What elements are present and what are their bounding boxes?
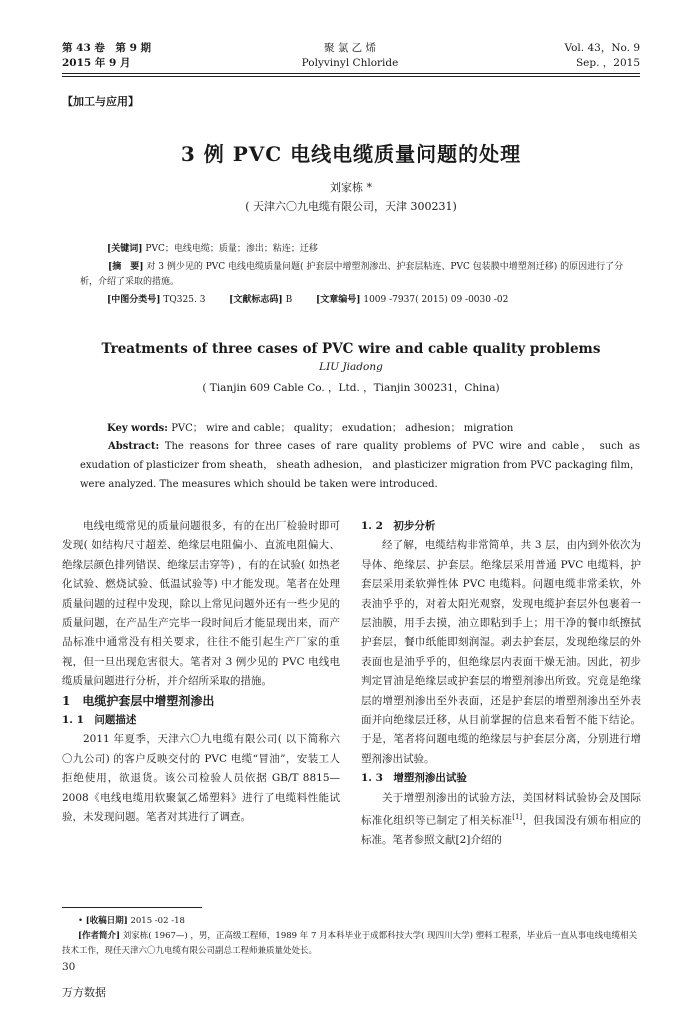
volume-issue-line: 第 43 卷 第 9 期 — [62, 42, 152, 54]
paragraph-1-3 — [361, 789, 641, 851]
title-en: Treatments of three cases of PVC wire and cable quality problems — [101, 341, 601, 357]
journal-volume-en — [564, 41, 640, 71]
clc-label: [中图分类号] — [107, 295, 161, 305]
classification-line — [107, 293, 508, 308]
volume-en-line: Vol. 43，No. 9 — [564, 42, 640, 54]
keywords-en-text: PVC； wire and cable； quality； exudation； adhesion； migration — [171, 423, 514, 434]
journal-volume-issue — [62, 41, 151, 71]
keywords-cn-label: [关键词] — [107, 244, 143, 254]
author-cn: 刘家栋 * — [330, 181, 372, 194]
bullet-icon: • — [78, 916, 86, 926]
intro-paragraph: 电线电缆常见的质量问题很多，有的在出厂检验时即可发现( 如结构尺寸超差、绝缘层电阻偏小、直流电阻偏大、绝缘层颜色排列错误、绝缘层击穿等) ，有的在试验( 如热老化试验、燃烧试验、低温试验等) 中才能发现。笔者在处理质量问题的过程中发现，除以上常见问题外还有一些少见的质量问题，在产品生产完毕一段时间后才能显现出来，而产品标准中通常没有相关要求，往往不能引起生产厂家的重视，但一旦出现危害很大。笔者对 3 例少见的 PVC 电线电缆质量问题进行分析，并介绍所采取的措施。 — [62, 520, 340, 688]
author-bio-text: 刘家栋( 1967—) ，男，正高级工程师，1989 年 7 月本科毕业于成都科技大学( 现四川大学) 塑料工程系，毕业后一直从事电线电缆相关技术工作，现任天津六〇九电缆有限公司副总工程师兼质量处处长。 — [62, 931, 638, 956]
abstract-en-text: The reasons for three cases of rare quality problems of PVC wire and cable， such as exudation of plasticizer from sheath， sheath adhesion， and plasticizer migration from PVC packaging film， were analyzed. The measures which should be taken were introduced. — [80, 441, 640, 490]
doc-code-value: B — [285, 295, 293, 305]
subsection-heading-1-2: 1. 2 初步分析 — [361, 520, 436, 532]
citation-ref-1[interactable]: [1] — [512, 813, 523, 822]
section-heading-1: 1 电缆护套层中增塑剂渗出 — [62, 693, 215, 708]
abstract-cn-text: 对 3 例少见的 PVC 电线电缆质量问题( 护套层中增塑剂渗出、护套层粘连、PVC 包装膜中增塑剂迁移) 的原因进行了分析，介绍了采取的措施。 — [80, 262, 624, 287]
author-en: LIU Jiadong — [319, 361, 383, 373]
subsection-heading-1-3: 1. 3 增塑剂渗出试验 — [361, 772, 467, 785]
keywords-cn — [107, 242, 318, 257]
journal-name — [230, 41, 470, 71]
author-bio-label: [作者简介] — [78, 931, 121, 941]
footnote-rule — [62, 907, 202, 908]
footnote-received — [78, 914, 185, 929]
body-column-right — [361, 517, 641, 850]
received-label: [收稿日期] — [85, 916, 128, 926]
journal-name-en: Polyvinyl Chloride — [301, 57, 399, 69]
brand-watermark: 万方数据 — [62, 986, 106, 999]
body-column-left — [62, 517, 340, 828]
article-no-label: [文章编号] — [315, 295, 361, 305]
doc-code-label: [文献标志码] — [229, 295, 283, 305]
paragraph-1-3-part-b: ，但我国没有颁布相应的标准。笔者参照文献[2]介绍的 — [361, 814, 642, 846]
article-no-value: 1009 -7937( 2015) 09 -0030 -02 — [363, 295, 509, 305]
keywords-en — [107, 419, 513, 438]
paragraph-1-3-part-a: 关于增塑剂渗出的试验方法，美国材料试验协会及国际标准化组织等已制定了相关标准 — [361, 791, 641, 827]
date-line: 2015 年 9 月 — [62, 57, 131, 69]
paragraph-1-2: 经了解，电缆结构非常简单，共 3 层，由内到外依次为导体、绝缘层、护套层。绝缘层采用普通 PVC 电缆料，护套层采用柔软弹性体 PVC 电缆料。问题电缆非常柔软，外表油乎乎的，对着太阳光观察，发现电缆护套层外包裹着一层油膜，用手去摸，油立即粘到手上；用干净的餐巾纸擦拭护套层，餐巾纸能即刻润湿。剥去护套层，发现绝缘层的外表面也是油乎乎的，但绝缘层内表面干燥无油。因此，初步判定冒油是绝缘层或护套层的增塑剂渗出所致。究竟是绝缘层的增塑剂渗出至外表面，还是护套层的增塑剂渗出至外表面并向绝缘层迁移，从目前掌握的信息来看暂不能下结论。于是，笔者将问题电缆的绝缘层与护套层分离，分别进行增塑剂渗出试验。 — [361, 539, 641, 765]
paragraph-1-1: 2011 年夏季，天津六〇九电缆有限公司( 以下简称六〇九公司) 的客户反映交付的 PVC 电缆“冒油”，安装工人拒绝使用，欲退货。该公司检验人员依据 GB/T 8815—2008《电线电缆用软聚氯乙烯塑料》进行了电缆料性能试验，未发现问题。笔者对其进行了调查。 — [62, 733, 340, 824]
subsection-heading-1-1: 1. 1 问题描述 — [62, 714, 137, 727]
journal-name-cn: 聚 氯 乙 烯 — [323, 42, 376, 54]
affiliation-cn: ( 天津六〇九电缆有限公司，天津 300231) — [245, 200, 457, 213]
keywords-en-label: Key words: — [107, 423, 168, 434]
received-value: 2015 -02 -18 — [130, 916, 185, 926]
footnote-author-bio — [62, 929, 642, 959]
page-number: 30 — [62, 961, 76, 973]
abstract-cn-label: [摘 要] — [108, 262, 144, 272]
clc-value: TQ325. 3 — [163, 295, 206, 305]
header-rule-secondary — [62, 76, 640, 77]
abstract-cn — [80, 260, 634, 290]
column-tag: 【加工与应用】 — [62, 95, 139, 108]
header-rule — [62, 73, 640, 74]
date-en-line: Sep. ，2015 — [575, 57, 640, 69]
affiliation-en: ( Tianjin 609 Cable Co. ，Ltd. ，Tianjin 300231，China) — [202, 382, 500, 394]
abstract-en — [80, 437, 640, 494]
keywords-cn-text: PVC；电线电缆；质量；渗出；粘连；迁移 — [145, 244, 318, 254]
title-cn: 3 例 PVC 电线电缆质量问题的处理 — [180, 142, 522, 166]
abstract-en-label: Abstract: — [108, 441, 160, 452]
